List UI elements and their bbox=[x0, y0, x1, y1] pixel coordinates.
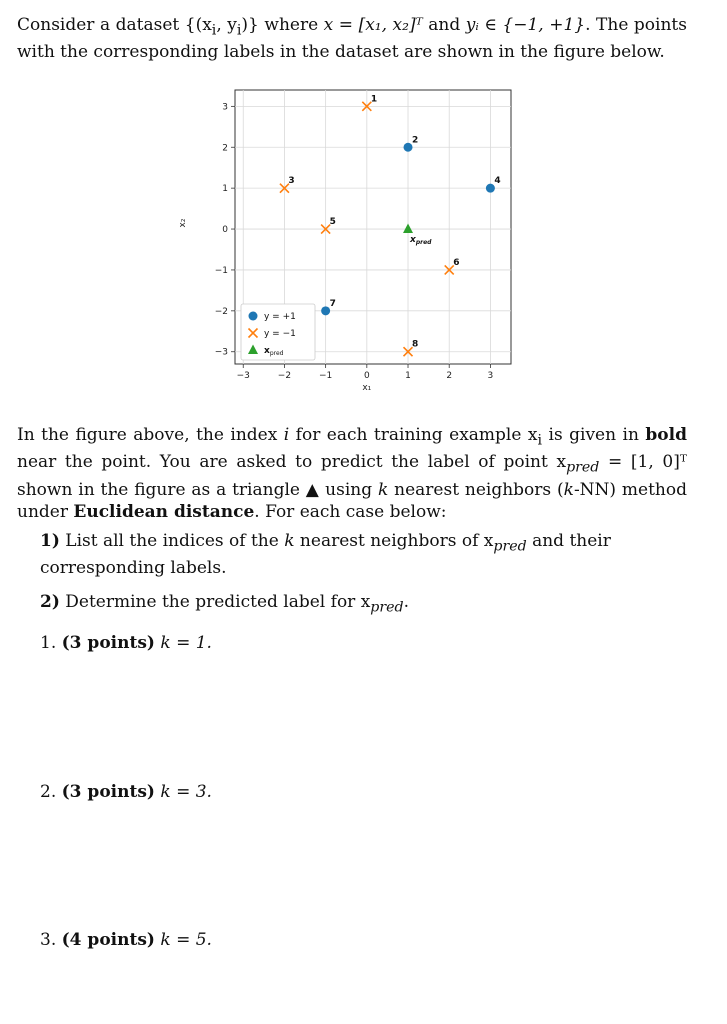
euclidean-distance: Euclidean distance bbox=[73, 501, 255, 522]
body-text: for each training example x bbox=[289, 425, 538, 445]
y-tick-label: 3 bbox=[222, 102, 228, 113]
k-var: k bbox=[284, 531, 295, 551]
body-text: -NN) method under bbox=[17, 479, 687, 522]
body-text: nearest neighbors ( bbox=[388, 479, 564, 500]
index-i: i bbox=[283, 425, 290, 445]
legend bbox=[241, 304, 315, 360]
point-index-label: 6 bbox=[453, 257, 460, 268]
body-text: is given in bbox=[542, 425, 646, 445]
point-index-label: 8 bbox=[412, 339, 419, 350]
part-points: (4 points) bbox=[61, 930, 155, 950]
y-definition: yᵢ ∈ {−1, +1} bbox=[465, 15, 586, 35]
k-var: k bbox=[377, 479, 389, 500]
point-index-label: 2 bbox=[412, 135, 419, 146]
item-text: Determine the predicted label for x bbox=[65, 592, 371, 612]
point-index-label: 7 bbox=[329, 298, 336, 309]
y-tick-label: 1 bbox=[222, 184, 228, 195]
intro-text: , y bbox=[216, 15, 237, 35]
x-tick-label: 0 bbox=[363, 371, 370, 381]
intro-text: . The points with the corresponding labels in the dataset are shown in the figure below. bbox=[17, 15, 687, 63]
body-text: . For each case below: bbox=[254, 501, 447, 522]
part-k: k = 3. bbox=[160, 782, 212, 802]
x-axis-label: x₁ bbox=[362, 383, 372, 393]
intro-paragraph bbox=[17, 14, 687, 63]
point-index-label: 1 bbox=[370, 94, 378, 105]
y-tick-label: 2 bbox=[222, 143, 228, 154]
bold-word: bold bbox=[645, 425, 687, 445]
point-index-label: 5 bbox=[329, 217, 336, 228]
item-number: 1) bbox=[40, 531, 60, 551]
x-definition: x = [x₁, x₂]ᵀ bbox=[323, 15, 423, 35]
legend-marker bbox=[249, 312, 258, 321]
part-k: k = 1. bbox=[160, 633, 212, 653]
part-number: 2. bbox=[40, 782, 57, 802]
pred-sub: pred bbox=[370, 599, 404, 616]
scatter-figure bbox=[165, 80, 525, 410]
prediction-label: $x_{pred}$ bbox=[410, 235, 432, 247]
point-index-label: 3 bbox=[288, 176, 295, 187]
legend-entry: y = −1 bbox=[264, 329, 296, 339]
intro-sub: i bbox=[211, 22, 217, 39]
legend-entry: y = +1 bbox=[264, 312, 296, 322]
part-k: k = 5. bbox=[160, 930, 212, 950]
task-item-2 bbox=[40, 591, 688, 618]
y-tick-label: −2 bbox=[214, 306, 228, 317]
pred-sub: pred bbox=[493, 538, 527, 555]
x-tick-label: −2 bbox=[277, 371, 292, 381]
point-index-label: 4 bbox=[494, 176, 501, 187]
intro-text: and bbox=[422, 15, 466, 35]
body-sub: i bbox=[537, 432, 543, 449]
part-points: (3 points) bbox=[61, 782, 155, 802]
x-tick-label: −3 bbox=[236, 371, 250, 381]
part-number: 1. bbox=[40, 633, 57, 653]
item-text: . bbox=[403, 592, 409, 612]
y-tick-label: −3 bbox=[214, 347, 228, 358]
item-text: and their corresponding labels. bbox=[40, 531, 611, 579]
task-item-1 bbox=[40, 530, 688, 579]
y-tick-label: −1 bbox=[214, 265, 228, 276]
item-number: 2) bbox=[40, 592, 60, 612]
item-text: List all the indices of the bbox=[65, 531, 285, 551]
y-axis-label: x₂ bbox=[178, 218, 188, 228]
x-tick-label: 3 bbox=[487, 371, 494, 381]
question-part-3 bbox=[40, 929, 212, 951]
part-points: (3 points) bbox=[61, 633, 155, 653]
legend-entry: $x_{pred}$ bbox=[264, 346, 284, 357]
instructions-paragraph bbox=[17, 424, 687, 523]
item-text: nearest neighbors of x bbox=[294, 531, 494, 551]
intro-text: )} where bbox=[241, 15, 324, 35]
body-text: In the figure above, the index bbox=[17, 425, 284, 445]
y-tick-label: 0 bbox=[222, 225, 228, 236]
body-text: near the point. You are asked to predict the label of point x bbox=[17, 452, 567, 473]
intro-text: Consider a dataset {(x bbox=[17, 15, 212, 35]
pred-sub: pred bbox=[566, 459, 600, 476]
body-text: = [1, 0]ᵀ shown in the figure as a triangle ▲ using bbox=[17, 452, 687, 500]
question-part-1 bbox=[40, 632, 212, 654]
x-tick-label: −1 bbox=[318, 371, 333, 381]
question-part-2 bbox=[40, 781, 212, 803]
intro-sub: i bbox=[236, 22, 242, 39]
k-var: k bbox=[563, 479, 574, 500]
part-number: 3. bbox=[40, 930, 57, 950]
x-tick-label: 2 bbox=[446, 371, 453, 381]
x-tick-label: 1 bbox=[405, 371, 411, 381]
